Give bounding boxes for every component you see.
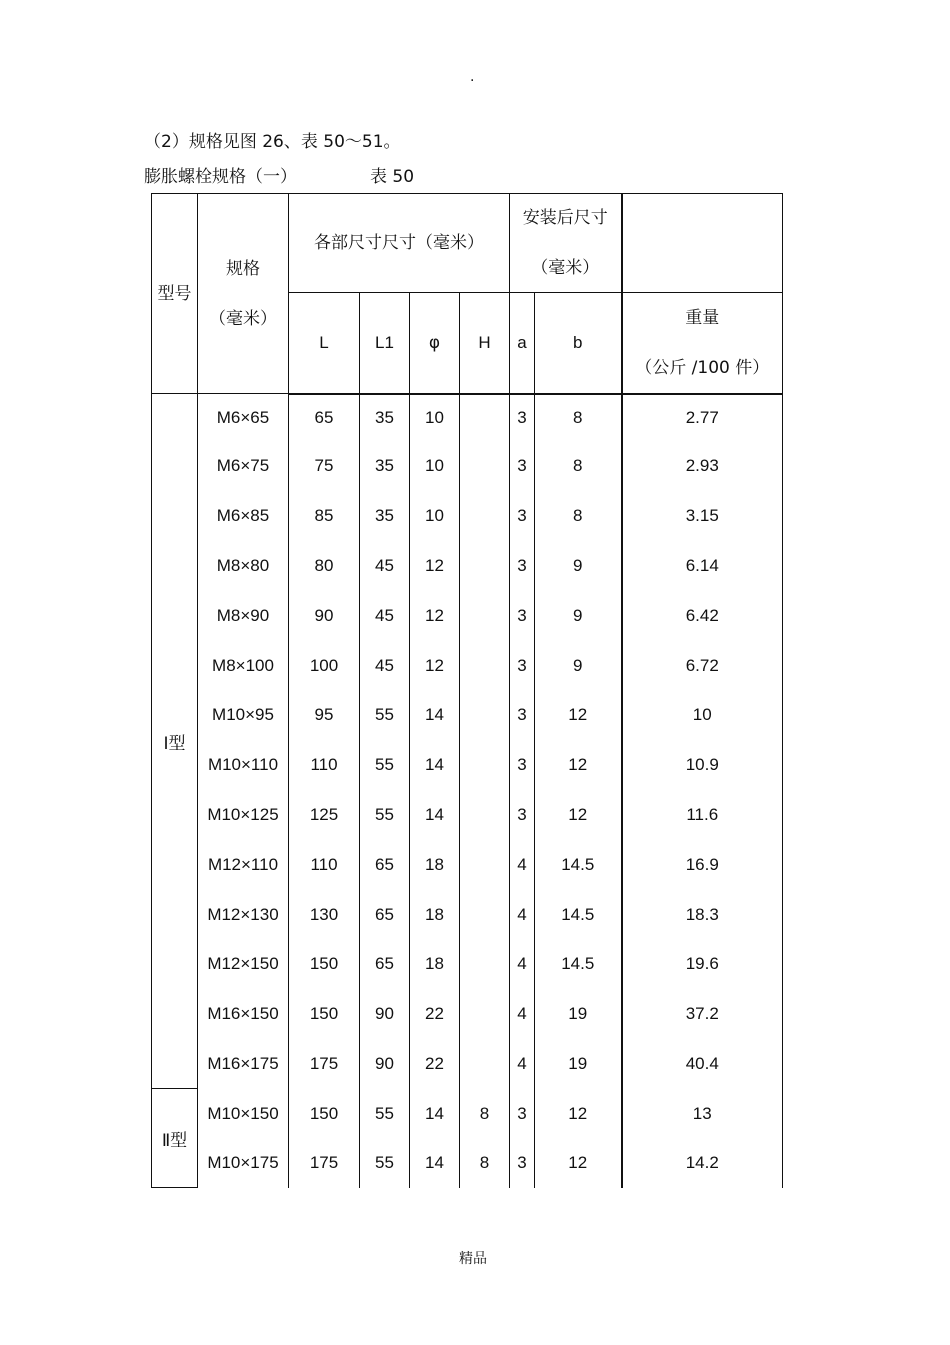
table-row	[152, 989, 783, 1040]
header-weight-line2: （公斤 /100 件）	[635, 357, 770, 378]
cell-phi: 14	[410, 691, 460, 740]
table-row	[152, 791, 783, 840]
cell-b: 12	[535, 791, 622, 840]
cell-spec: M10×150	[198, 1089, 289, 1139]
cell-b: 8	[535, 442, 622, 491]
cell-L: 90	[289, 591, 360, 642]
table-row	[152, 542, 783, 591]
cell-L: 125	[289, 791, 360, 840]
cell-H	[460, 791, 510, 840]
cell-L1: 45	[360, 642, 410, 691]
cell-phi: 22	[410, 989, 460, 1040]
cell-weight: 16.9	[622, 840, 783, 891]
cell-spec: M12×130	[198, 891, 289, 940]
cell-weight: 6.14	[622, 542, 783, 591]
cell-a: 3	[510, 1139, 535, 1188]
cell-weight: 18.3	[622, 891, 783, 940]
cell-weight: 6.72	[622, 642, 783, 691]
cell-phi: 18	[410, 840, 460, 891]
cell-spec: M16×175	[198, 1040, 289, 1089]
cell-L: 65	[289, 394, 360, 442]
cell-weight: 3.15	[622, 491, 783, 542]
cell-weight: 10	[622, 691, 783, 740]
cell-phi: 14	[410, 1089, 460, 1139]
header-a: a	[510, 293, 535, 394]
cell-L1: 55	[360, 1139, 410, 1188]
intro-text: （2）规格见图 26、表 50～51。	[144, 132, 401, 152]
cell-L1: 55	[360, 691, 410, 740]
cell-phi: 14	[410, 1139, 460, 1188]
cell-H	[460, 740, 510, 791]
cell-phi: 18	[410, 940, 460, 989]
cell-H	[460, 840, 510, 891]
header-install-line2: （毫米）	[531, 258, 600, 278]
header-b: b	[535, 293, 622, 394]
cell-H	[460, 891, 510, 940]
cell-L: 75	[289, 442, 360, 491]
table-row	[152, 491, 783, 542]
table-row	[152, 1040, 783, 1089]
page-mark: ·	[470, 73, 475, 89]
table-row	[152, 740, 783, 791]
cell-a: 3	[510, 740, 535, 791]
header-L: L	[289, 293, 360, 394]
header-spec-line2: （毫米）	[209, 308, 277, 329]
cell-b: 12	[535, 1089, 622, 1139]
cell-H	[460, 691, 510, 740]
header-blank	[622, 194, 783, 293]
cell-L1: 55	[360, 1089, 410, 1139]
cell-phi: 14	[410, 740, 460, 791]
header-dims-group: 各部尺寸尺寸（毫米）	[289, 194, 510, 293]
model-label: Ⅱ型	[152, 1089, 198, 1188]
cell-L: 150	[289, 940, 360, 989]
header-weight	[622, 293, 783, 394]
cell-H	[460, 1040, 510, 1089]
table-row	[152, 394, 783, 442]
cell-H	[460, 642, 510, 691]
cell-H	[460, 940, 510, 989]
cell-a: 3	[510, 642, 535, 691]
cell-L1: 65	[360, 891, 410, 940]
cell-weight: 14.2	[622, 1139, 783, 1188]
cell-H	[460, 591, 510, 642]
cell-spec: M8×80	[198, 542, 289, 591]
header-spec	[198, 194, 289, 394]
cell-b: 14.5	[535, 840, 622, 891]
cell-spec: M12×150	[198, 940, 289, 989]
cell-L1: 35	[360, 394, 410, 442]
cell-b: 14.5	[535, 891, 622, 940]
cell-a: 3	[510, 1089, 535, 1139]
cell-L: 175	[289, 1040, 360, 1089]
cell-phi: 12	[410, 542, 460, 591]
table-caption	[144, 162, 415, 187]
cell-spec: M8×100	[198, 642, 289, 691]
table-row	[152, 1139, 783, 1188]
cell-L: 175	[289, 1139, 360, 1188]
cell-L1: 35	[360, 442, 410, 491]
cell-b: 12	[535, 740, 622, 791]
cell-L: 150	[289, 1089, 360, 1139]
cell-L1: 65	[360, 940, 410, 989]
cell-L1: 90	[360, 1040, 410, 1089]
cell-a: 3	[510, 591, 535, 642]
cell-L1: 35	[360, 491, 410, 542]
cell-a: 4	[510, 840, 535, 891]
table-row	[152, 940, 783, 989]
cell-b: 14.5	[535, 940, 622, 989]
table-row	[152, 442, 783, 491]
cell-b: 9	[535, 642, 622, 691]
cell-phi: 10	[410, 491, 460, 542]
table-row	[152, 642, 783, 691]
header-spec-line1: 规格	[226, 258, 260, 279]
cell-spec: M6×75	[198, 442, 289, 491]
table-title: 膨胀螺栓规格（一）	[144, 167, 297, 187]
cell-weight: 6.42	[622, 591, 783, 642]
header-H: H	[460, 293, 510, 394]
cell-spec: M6×65	[198, 394, 289, 442]
model-label: Ⅰ型	[152, 394, 198, 1089]
cell-H: 8	[460, 1089, 510, 1139]
cell-L: 100	[289, 642, 360, 691]
header-L1: L1	[360, 293, 410, 394]
cell-H: 8	[460, 1139, 510, 1188]
cell-L1: 55	[360, 791, 410, 840]
cell-phi: 10	[410, 394, 460, 442]
cell-L: 80	[289, 542, 360, 591]
cell-H	[460, 442, 510, 491]
cell-L: 110	[289, 740, 360, 791]
cell-phi: 18	[410, 891, 460, 940]
cell-spec: M8×90	[198, 591, 289, 642]
cell-L1: 45	[360, 542, 410, 591]
footer-text: 精品	[459, 1251, 487, 1267]
cell-L1: 90	[360, 989, 410, 1040]
cell-weight: 10.9	[622, 740, 783, 791]
cell-a: 3	[510, 491, 535, 542]
table-row	[152, 591, 783, 642]
cell-weight: 40.4	[622, 1040, 783, 1089]
cell-a: 3	[510, 542, 535, 591]
cell-L1: 65	[360, 840, 410, 891]
table-row	[152, 840, 783, 891]
cell-a: 4	[510, 989, 535, 1040]
cell-spec: M6×85	[198, 491, 289, 542]
cell-spec: M16×150	[198, 989, 289, 1040]
cell-b: 9	[535, 542, 622, 591]
cell-spec: M10×95	[198, 691, 289, 740]
cell-phi: 14	[410, 791, 460, 840]
header-install-group	[510, 194, 622, 293]
header-phi: φ	[410, 293, 460, 394]
cell-L: 130	[289, 891, 360, 940]
spec-table	[151, 193, 783, 1188]
cell-a: 3	[510, 442, 535, 491]
header-install-line1: 安装后尺寸	[522, 208, 608, 228]
cell-H	[460, 491, 510, 542]
cell-H	[460, 989, 510, 1040]
cell-b: 12	[535, 1139, 622, 1188]
cell-weight: 13	[622, 1089, 783, 1139]
cell-L1: 45	[360, 591, 410, 642]
header-weight-line1: 重量	[685, 307, 720, 328]
cell-L: 95	[289, 691, 360, 740]
cell-b: 19	[535, 1040, 622, 1089]
cell-a: 3	[510, 691, 535, 740]
cell-b: 8	[535, 491, 622, 542]
cell-phi: 10	[410, 442, 460, 491]
cell-L1: 55	[360, 740, 410, 791]
cell-spec: M10×175	[198, 1139, 289, 1188]
cell-phi: 12	[410, 591, 460, 642]
cell-L: 110	[289, 840, 360, 891]
header-model: 型号	[152, 194, 198, 394]
cell-a: 4	[510, 891, 535, 940]
cell-a: 3	[510, 791, 535, 840]
table-row	[152, 891, 783, 940]
cell-weight: 11.6	[622, 791, 783, 840]
cell-phi: 22	[410, 1040, 460, 1089]
cell-spec: M12×110	[198, 840, 289, 891]
cell-spec: M10×125	[198, 791, 289, 840]
cell-a: 4	[510, 940, 535, 989]
cell-H	[460, 394, 510, 442]
cell-spec: M10×110	[198, 740, 289, 791]
cell-weight: 2.93	[622, 442, 783, 491]
cell-phi: 12	[410, 642, 460, 691]
cell-b: 19	[535, 989, 622, 1040]
table-row	[152, 1089, 783, 1139]
cell-L: 85	[289, 491, 360, 542]
cell-weight: 2.77	[622, 394, 783, 442]
cell-L: 150	[289, 989, 360, 1040]
table-number: 表 50	[370, 167, 415, 187]
cell-b: 12	[535, 691, 622, 740]
cell-a: 3	[510, 394, 535, 442]
cell-H	[460, 542, 510, 591]
cell-a: 4	[510, 1040, 535, 1089]
cell-b: 8	[535, 394, 622, 442]
cell-weight: 37.2	[622, 989, 783, 1040]
cell-b: 9	[535, 591, 622, 642]
table-row	[152, 691, 783, 740]
cell-weight: 19.6	[622, 940, 783, 989]
